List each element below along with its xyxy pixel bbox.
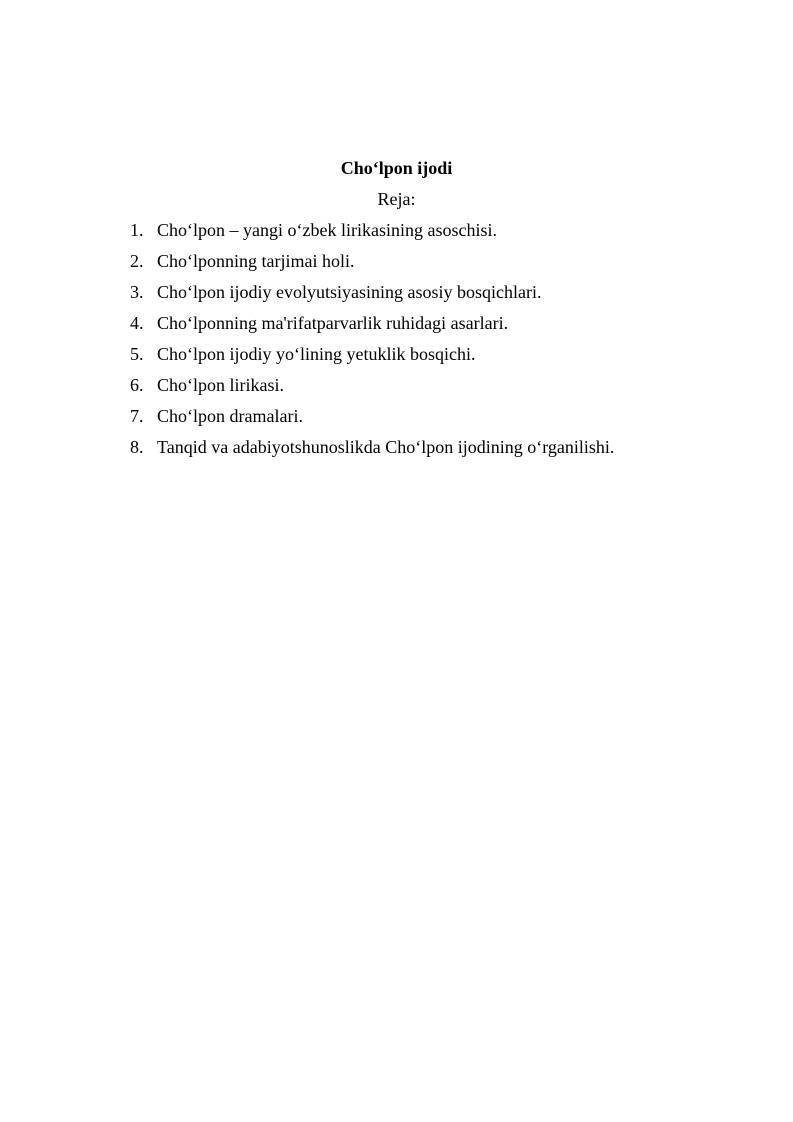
plan-item-number: 1.	[130, 220, 144, 240]
plan-item-text: Tanqid va adabiyotshunoslikda Cho‘lpon ijodining o‘rganilishi.	[157, 437, 615, 457]
plan-item-number: 5.	[130, 344, 144, 364]
document-title: Cho‘lpon ijodi	[340, 158, 453, 178]
plan-item-number: 6.	[130, 375, 144, 395]
plan-item-text: Cho‘lponning tarjimai holi.	[157, 251, 355, 271]
plan-item-number: 4.	[130, 313, 144, 333]
plan-heading: Reja:	[377, 189, 416, 209]
plan-item	[130, 435, 730, 466]
plan-item	[130, 218, 730, 249]
plan-item-number: 3.	[130, 282, 144, 302]
plan-item-number: 2.	[130, 251, 144, 271]
plan-item	[130, 280, 730, 311]
plan-item-text: Cho‘lpon dramalari.	[157, 406, 303, 426]
plan-item	[130, 311, 730, 342]
plan-item-number: 8.	[130, 437, 144, 457]
plan-item	[130, 249, 730, 280]
plan-list	[130, 218, 730, 466]
plan-item	[130, 342, 730, 373]
plan-item	[130, 404, 730, 435]
plan-item-number: 7.	[130, 406, 144, 426]
plan-item-text: Cho‘lpon – yangi o‘zbek lirikasining asoschisi.	[157, 220, 497, 240]
plan-item-text: Cho‘lponning ma'rifatparvarlik ruhidagi asarlari.	[157, 313, 509, 333]
plan-item	[130, 373, 730, 404]
plan-item-text: Cho‘lpon ijodiy yo‘lining yetuklik bosqichi.	[157, 344, 476, 364]
plan-item-text: Cho‘lpon ijodiy evolyutsiyasining asosiy bosqichlari.	[157, 282, 542, 302]
plan-item-text: Cho‘lpon lirikasi.	[157, 375, 284, 395]
